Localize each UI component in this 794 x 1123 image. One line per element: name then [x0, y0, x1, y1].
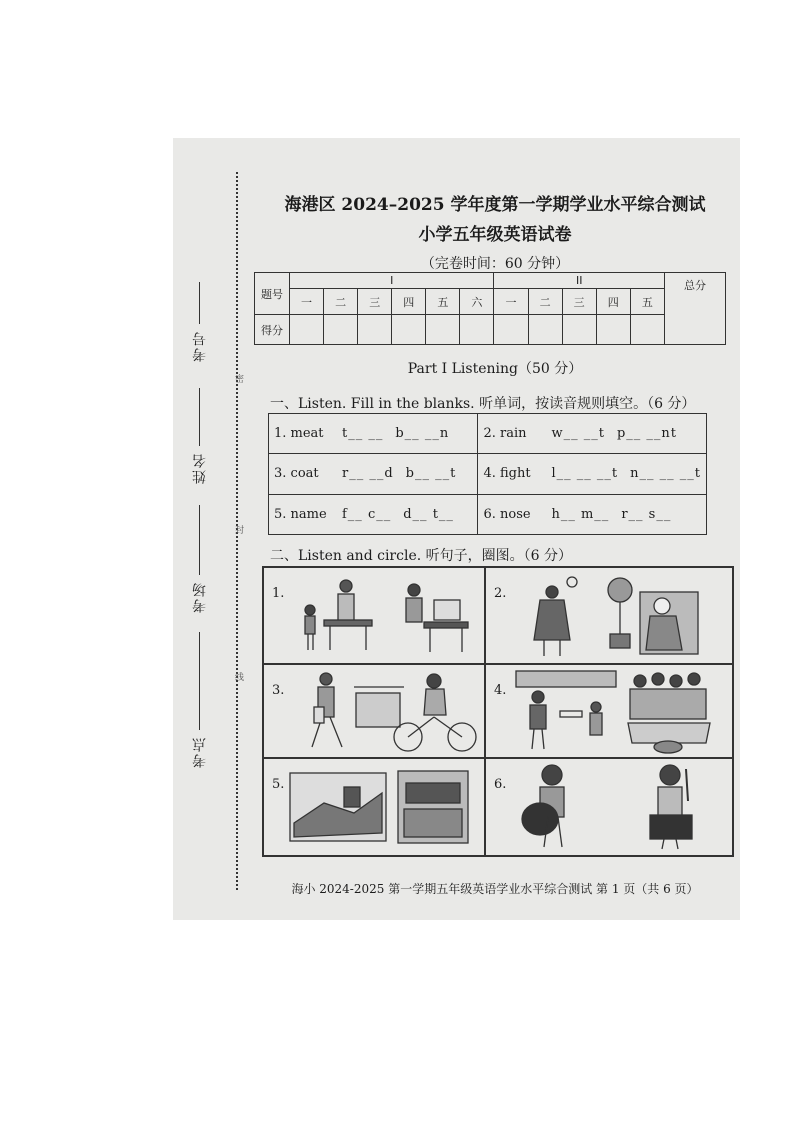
- score-cell[interactable]: [494, 315, 528, 345]
- part-heading: Part I Listening（50 分）: [407, 361, 583, 377]
- exam-site-line: [199, 632, 200, 730]
- line-mark: 线: [233, 672, 243, 681]
- exam-time: （完卷时间：60 分钟）: [420, 256, 570, 272]
- seal-mark: 密: [233, 374, 243, 383]
- exam-number-field: [190, 282, 230, 382]
- boy-with-bag-illustration: [510, 761, 730, 853]
- picture-item-6[interactable]: 6.: [485, 758, 733, 856]
- cooking-and-computer-illustration: [284, 572, 484, 662]
- score-cell[interactable]: [290, 315, 324, 345]
- picture-item-5[interactable]: 5.: [263, 758, 485, 856]
- exam-site-field: [190, 632, 230, 782]
- part2-col-5: 五: [630, 289, 664, 315]
- part2-header: II: [494, 273, 665, 289]
- part1-col-1: 一: [290, 289, 324, 315]
- classroom-and-group-illustration: [510, 667, 730, 757]
- score-cell[interactable]: [324, 315, 358, 345]
- score-cell[interactable]: [460, 315, 494, 345]
- score-cell[interactable]: [562, 315, 596, 345]
- part1-col-3: 三: [358, 289, 392, 315]
- part1-col-4: 四: [392, 289, 426, 315]
- score-row-label: 得分: [255, 315, 290, 345]
- part1-col-2: 二: [324, 289, 358, 315]
- fill-item[interactable]: 2. rain w__ __t p__ __nt: [478, 414, 707, 454]
- page-footer: 海小 2024-2025 第一学期五年级英语学业水平综合测试 第 1 页（共 6 页）: [291, 882, 699, 896]
- fill-item[interactable]: 4. fight l__ __ __t n__ __ __t: [478, 454, 707, 494]
- great-wall-and-palace-photos: [284, 763, 484, 853]
- fill-item[interactable]: 1. meat t__ __ b__ __n: [269, 414, 478, 454]
- section2-title: 二、Listen and circle. 听句子，圈图。（6 分）: [270, 548, 572, 564]
- picture-item-2[interactable]: 2.: [485, 567, 733, 664]
- fill-item[interactable]: 6. nose h__ m__ r__ s__: [478, 494, 707, 534]
- exam-title: 海港区 2024–2025 学年度第一学期学业水平综合测试: [284, 195, 706, 215]
- name-label: 姓名: [192, 452, 208, 484]
- picture-item-3[interactable]: 3.: [263, 664, 485, 758]
- exam-room-field: [190, 505, 230, 625]
- part1-header: I: [290, 273, 494, 289]
- score-cell[interactable]: [392, 315, 426, 345]
- exam-number-line: [199, 282, 200, 324]
- old-woman-and-plant-illustration: [510, 570, 730, 662]
- score-table: [254, 272, 726, 345]
- part2-col-2: 二: [528, 289, 562, 315]
- total-score-header: 总分: [665, 273, 726, 345]
- part2-col-3: 三: [562, 289, 596, 315]
- score-cell[interactable]: [426, 315, 460, 345]
- section1-title: 一、Listen. Fill in the blanks. 听单词，按读音规则填空。（6 分）: [270, 396, 696, 412]
- picture-item-1[interactable]: 1.: [263, 567, 485, 664]
- picture-item-4[interactable]: 4.: [485, 664, 733, 758]
- seal-mark-2: 封: [233, 525, 243, 534]
- part2-col-1: 一: [494, 289, 528, 315]
- part1-col-5: 五: [426, 289, 460, 315]
- exam-subtitle: 小学五年级英语试卷: [418, 225, 572, 245]
- walking-and-cycling-illustration: [284, 667, 484, 755]
- fill-item[interactable]: 5. name f__ c__ d__ t__: [269, 494, 478, 534]
- question-number-label: 题号: [255, 273, 290, 315]
- exam-number-label: 考号: [192, 330, 208, 362]
- fill-item[interactable]: 3. coat r__ __d b__ __t: [269, 454, 478, 494]
- picture-grid: [262, 566, 734, 857]
- fill-blanks-table: [268, 413, 707, 535]
- name-field: [190, 388, 230, 498]
- score-cell[interactable]: [630, 315, 664, 345]
- part1-col-6: 六: [460, 289, 494, 315]
- score-cell[interactable]: [528, 315, 562, 345]
- score-cell[interactable]: [596, 315, 630, 345]
- exam-room-line: [199, 505, 200, 575]
- part2-col-4: 四: [596, 289, 630, 315]
- score-cell[interactable]: [358, 315, 392, 345]
- name-line: [199, 388, 200, 446]
- exam-site-label: 考点: [192, 736, 208, 768]
- exam-room-label: 考场: [192, 581, 208, 613]
